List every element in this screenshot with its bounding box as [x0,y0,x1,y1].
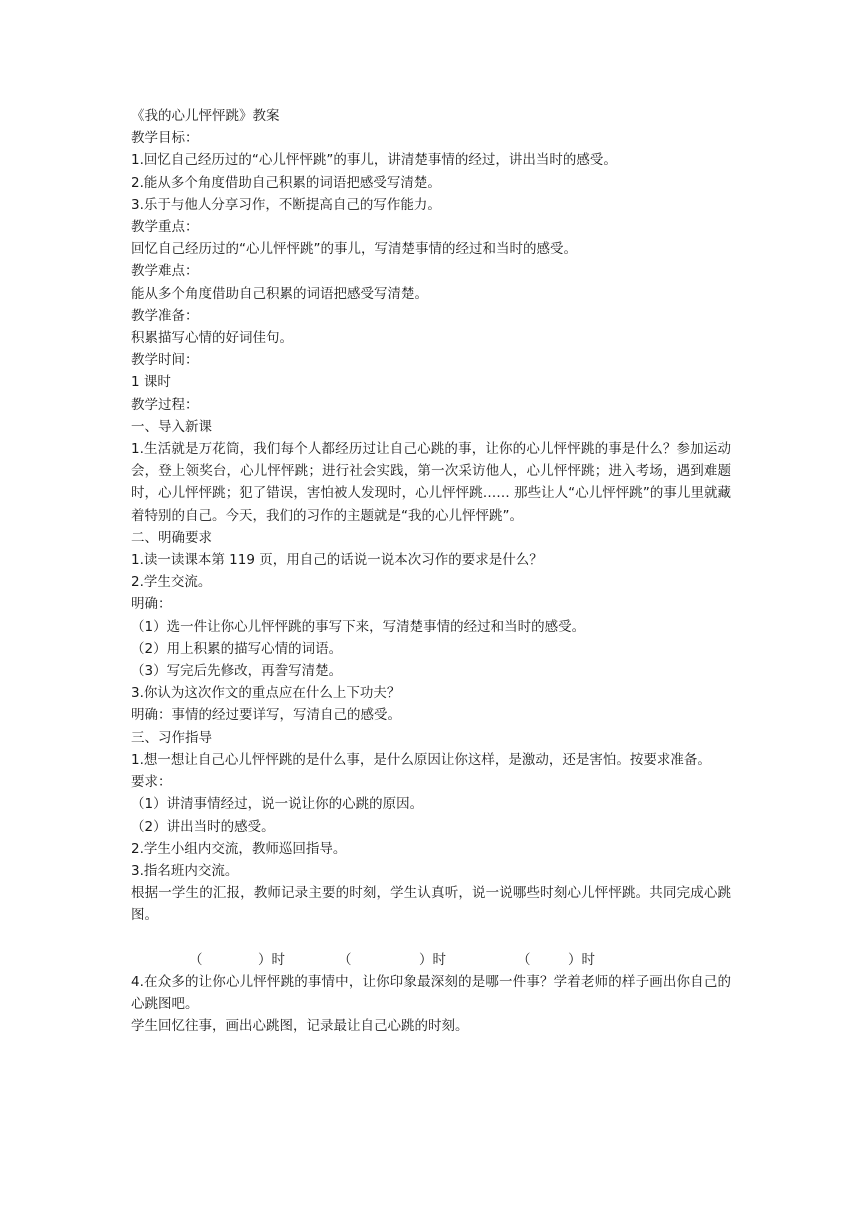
question-4-paragraph: 4.在众多的让你心儿怦怦跳的事情中，让你印象最深刻的是哪一件事？学着老师的样子画出你自己的心跳图吧。 [131,973,731,1012]
time-text: 1 课时 [131,374,171,391]
timeline-close-2: ）时 [419,951,446,968]
requirement-3: （3）写完后先修改，再誊写清楚。 [131,663,343,680]
section-2-item-2: 2.学生交流。 [131,574,212,591]
document-body [131,105,731,1037]
process-heading: 教学过程： [131,396,199,413]
doc-title: 《我的心儿怦怦跳》教案 [131,108,280,124]
clarify-label: 明确： [131,596,172,613]
timeline-open-2: （ [338,951,352,968]
requirement-1: （1）选一件让你心儿怦怦跳的事写下来，写清楚事情的经过和当时的感受。 [131,618,586,635]
section-2-item-3: 3.你认为这次作文的重点应在什么上下功夫？ [131,685,401,702]
difficulty-text: 能从多个角度借助自己积累的词语把感受写清楚。 [131,285,428,302]
group-exchange: 2.学生小组内交流，教师巡回指导。 [131,840,347,857]
timeline-close-1: ）时 [258,951,285,968]
closing-line: 学生回忆往事，画出心跳图，记录最让自己心跳的时刻。 [131,1017,469,1034]
goal-1: 1.回忆自己经历过的“心儿怦怦跳”的事儿，讲清楚事情的经过，讲出当时的感受。 [131,152,617,169]
goal-3: 3.乐于与他人分享习作，不断提高自己的写作能力。 [131,196,441,213]
spacer [131,927,731,949]
heartbeat-timeline [131,949,731,971]
timeline-open-1: （ [189,951,203,968]
section-2-heading: 二、明确要求 [131,529,212,546]
requirement-a: （1）讲清事情经过，说一说让你的心跳的原因。 [131,796,424,813]
class-exchange: 3.指名班内交流。 [131,862,239,879]
difficulty-heading: 教学难点： [131,263,199,280]
requirement-2: （2）用上积累的描写心情的词语。 [131,640,343,657]
preparation-heading: 教学准备： [131,307,199,324]
keypoint-heading: 教学重点： [131,219,199,236]
keypoint-text: 回忆自己经历过的“心儿怦怦跳”的事儿，写清楚事情的经过和当时的感受。 [131,241,577,258]
intro-paragraph: 1.生活就是万花筒，我们每个人都经历过让自己心跳的事，让你的心儿怦怦跳的事是什么？参加运动会，登上领奖台，心儿怦怦跳；进行社会实践，第一次采访他人，心儿怦怦跳；进入考场，遇到难题时，心儿怦怦跳；犯了错误，害怕被人发现时，心儿怦怦跳…… 那些让人“心儿怦怦跳”的事儿里就藏着特别的自己。今天，我们的习作的主题就是“我的心儿怦怦跳”。 [131,441,731,524]
preparation-text: 积累描写心情的好词佳句。 [131,330,293,347]
goal-2: 2.能从多个角度借助自己积累的词语把感受写清楚。 [131,174,441,191]
section-1-heading: 一、导入新课 [131,418,212,435]
section-3-heading: 三、习作指导 [131,729,212,746]
timeline-close-3: ）时 [568,951,595,968]
goals-heading: 教学目标： [131,130,199,147]
requirements-label: 要求： [131,774,172,791]
clarify-text: 明确：事情的经过要详写，写清自己的感受。 [131,707,401,724]
section-2-item-1: 1.读一读课本第 119 页，用自己的话说一说本次习作的要求是什么？ [131,552,543,569]
record-paragraph: 根据一学生的汇报，教师记录主要的时刻，学生认真听，说一说哪些时刻心儿怦怦跳。共同完成心跳图。 [131,885,731,924]
requirement-b: （2）讲出当时的感受。 [131,818,275,835]
time-heading: 教学时间： [131,352,199,369]
timeline-open-3: （ [517,951,531,968]
guide-paragraph: 1.想一想让自己心儿怦怦跳的是什么事，是什么原因让你这样，是激动，还是害怕。按要求准备。 [131,751,711,768]
